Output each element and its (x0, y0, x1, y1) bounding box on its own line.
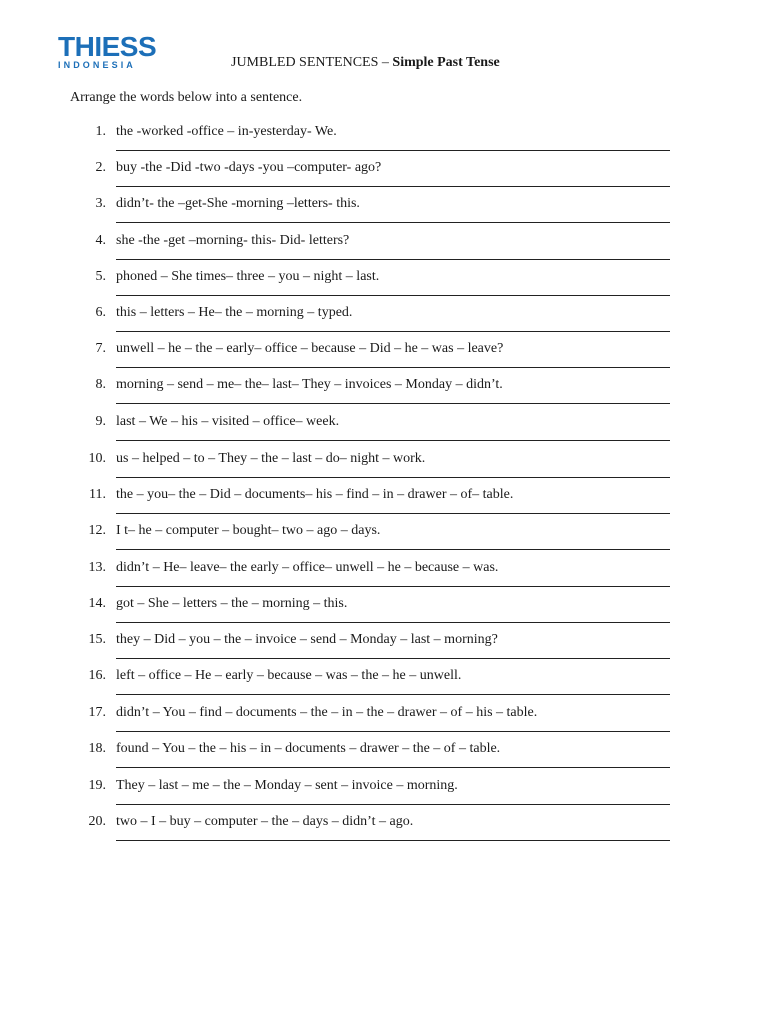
jumbled-sentence: buy -the -Did -two -days -you –computer- ago? (116, 160, 382, 175)
jumbled-sentence: two – I – buy – computer – the – days – didn’t – ago. (116, 814, 414, 829)
jumbled-sentence: didn’t- the –get-She -morning –letters- this. (116, 196, 360, 211)
answer-line[interactable] (116, 331, 670, 332)
exercise-item (0, 269, 768, 305)
jumbled-sentence: morning – send – me– the– last– They – invoices – Monday – didn’t. (116, 377, 503, 392)
answer-line[interactable] (116, 840, 670, 841)
exercise-number: 4. (95, 233, 106, 248)
exercise-number: 12. (88, 523, 106, 538)
exercise-number: 20. (88, 814, 106, 829)
exercise-item (0, 414, 768, 450)
exercise-item (0, 632, 768, 668)
exercise-item (0, 124, 768, 160)
jumbled-sentence: unwell – he – the – early– office – because – Did – he – was – leave? (116, 341, 504, 356)
exercise-number: 17. (88, 705, 106, 720)
exercise-number: 11. (89, 487, 106, 502)
title-tense: Simple Past Tense (392, 55, 500, 70)
answer-line[interactable] (116, 440, 670, 441)
answer-line[interactable] (116, 767, 670, 768)
jumbled-sentence: this – letters – He– the – morning – typed. (116, 305, 353, 320)
exercise-item (0, 160, 768, 196)
exercise-item (0, 451, 768, 487)
exercise-number: 13. (88, 560, 106, 575)
exercise-number: 1. (95, 124, 106, 139)
exercise-item (0, 741, 768, 777)
jumbled-sentence: she -the -get –morning- this- Did- letters? (116, 233, 350, 248)
exercise-item (0, 305, 768, 341)
jumbled-sentence: they – Did – you – the – invoice – send – Monday – last – morning? (116, 632, 498, 647)
jumbled-sentence: I t– he – computer – bought– two – ago – days. (116, 523, 381, 538)
jumbled-sentence: left – office – He – early – because – was – the – he – unwell. (116, 668, 462, 683)
exercise-item (0, 705, 768, 741)
answer-line[interactable] (116, 549, 670, 550)
exercise-number: 18. (88, 741, 106, 756)
exercise-item (0, 668, 768, 704)
exercise-number: 15. (88, 632, 106, 647)
exercise-number: 5. (95, 269, 106, 284)
answer-line[interactable] (116, 694, 670, 695)
jumbled-sentence: didn’t – He– leave– the early – office– unwell – he – because – was. (116, 560, 499, 575)
jumbled-sentence: the -worked -office – in-yesterday- We. (116, 124, 337, 139)
jumbled-sentence: got – She – letters – the – morning – this. (116, 596, 348, 611)
exercise-item (0, 560, 768, 596)
exercise-item (0, 196, 768, 232)
jumbled-sentence: last – We – his – visited – office– week. (116, 414, 340, 429)
exercise-number: 19. (88, 778, 106, 793)
exercise-number: 10. (88, 451, 106, 466)
exercise-item (0, 814, 768, 850)
exercise-item (0, 487, 768, 523)
exercise-item (0, 778, 768, 814)
logo-wordmark: THIESS (58, 31, 157, 62)
exercise-item (0, 233, 768, 269)
exercise-item (0, 377, 768, 413)
answer-line[interactable] (116, 222, 670, 223)
answer-line[interactable] (116, 622, 670, 623)
exercise-number: 9. (95, 414, 106, 429)
jumbled-sentence: phoned – She times– three – you – night – last. (116, 269, 380, 284)
answer-line[interactable] (116, 586, 670, 587)
exercise-number: 7. (95, 341, 106, 356)
answer-line[interactable] (116, 186, 670, 187)
jumbled-sentence: They – last – me – the – Monday – sent – invoice – morning. (116, 778, 458, 793)
title-main: JUMBLED SENTENCES – (231, 55, 393, 70)
answer-line[interactable] (116, 150, 670, 151)
answer-line[interactable] (116, 403, 670, 404)
exercise-number: 2. (95, 160, 106, 175)
exercise-item (0, 596, 768, 632)
instruction-text: Arrange the words below into a sentence. (70, 90, 303, 105)
answer-line[interactable] (116, 658, 670, 659)
logo-subtitle: INDONESIA (58, 60, 136, 70)
jumbled-sentence: found – You – the – his – in – documents – drawer – the – of – table. (116, 741, 501, 756)
exercise-number: 14. (88, 596, 106, 611)
exercise-number: 16. (88, 668, 106, 683)
answer-line[interactable] (116, 477, 670, 478)
jumbled-sentence: us – helped – to – They – the – last – do– night – work. (116, 451, 426, 466)
jumbled-sentence: didn’t – You – find – documents – the – in – the – drawer – of – his – table. (116, 705, 538, 720)
exercise-number: 3. (95, 196, 106, 211)
answer-line[interactable] (116, 804, 670, 805)
answer-line[interactable] (116, 731, 670, 732)
answer-line[interactable] (116, 295, 670, 296)
exercise-number: 6. (95, 305, 106, 320)
answer-line[interactable] (116, 259, 670, 260)
exercise-item (0, 341, 768, 377)
exercise-item (0, 523, 768, 559)
answer-line[interactable] (116, 513, 670, 514)
answer-line[interactable] (116, 367, 670, 368)
jumbled-sentence: the – you– the – Did – documents– his – find – in – drawer – of– table. (116, 487, 514, 502)
exercise-number: 8. (95, 377, 106, 392)
